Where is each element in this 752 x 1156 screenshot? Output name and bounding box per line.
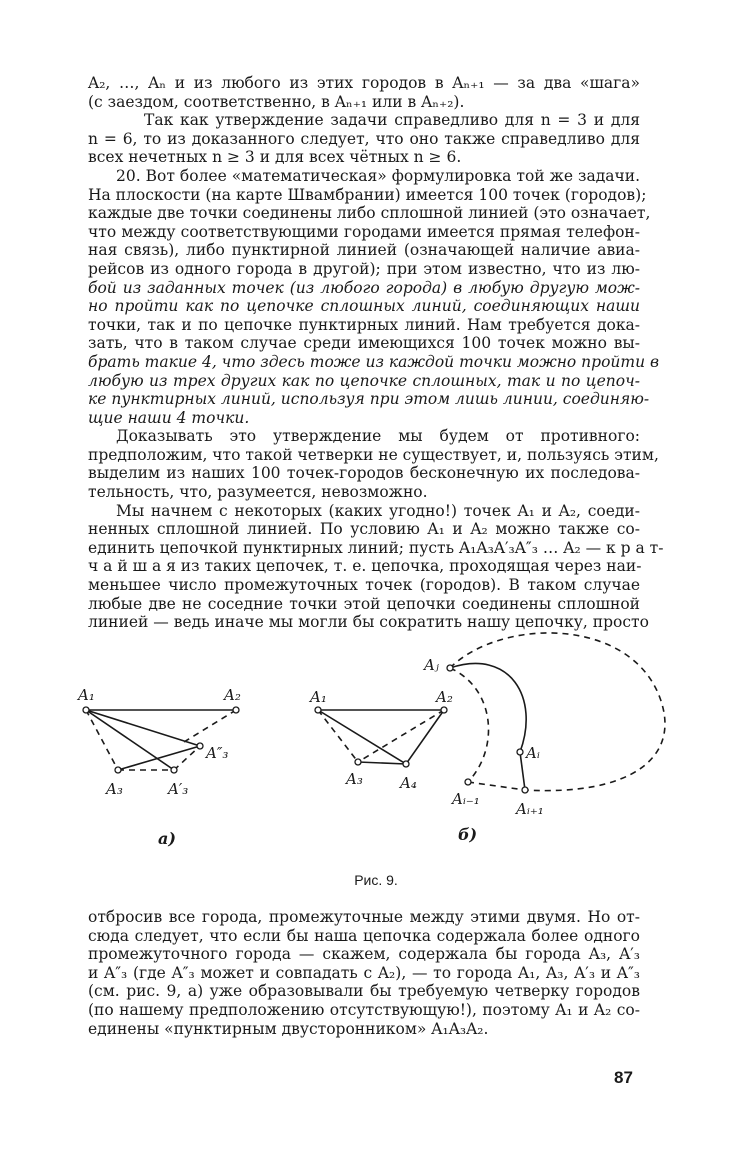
- solid-edge-b-a1-a4: [318, 710, 406, 764]
- text-line: ная связь), либо пунктирной линией (означающей наличие авиа-: [88, 241, 640, 260]
- top-text-block: [88, 74, 664, 632]
- label-a1: A₁: [78, 686, 95, 704]
- point-a2: [233, 707, 239, 713]
- text-line: линией — ведь иначе мы могли бы сократить нашу цепочку, просто: [88, 613, 649, 632]
- text-line: любую из трех других как по цепочке сплошных, так и по цепоч-: [88, 371, 640, 390]
- text-line: ч а й ш а я из таких цепочек, т. е. цепочка, проходящая через наи-: [88, 557, 642, 576]
- solid-arc-aj-ai: [450, 663, 526, 752]
- sublabel-b: б): [458, 825, 478, 844]
- point-b-a4: [403, 761, 409, 767]
- text-line: бой из заданных точек (из любого города) в любую другую мож-: [88, 278, 640, 297]
- text-line: любые две не соседние точки этой цепочки соединены сплошной: [88, 594, 640, 613]
- text-line: выделим из наших 100 точек-городов бесконечную их последова-: [88, 464, 640, 483]
- dashed-edge-b-a2-a3: [358, 710, 444, 762]
- dashed-edge-a2-a3pp: [184, 710, 236, 742]
- text-line: На плоскости (на карте Швамбрании) имеется 100 точек (городов);: [88, 185, 647, 204]
- bottom-text-block: [88, 908, 640, 1038]
- point-ai: [517, 749, 523, 755]
- dashed-arc-aj-aim1: [450, 668, 489, 782]
- text-line: меньшее число промежуточных точек (городов). В таком случае: [88, 576, 640, 595]
- sublabel-a: а): [158, 829, 176, 848]
- point-aj: [447, 665, 453, 671]
- page-number: 87: [614, 1068, 633, 1087]
- label-aj: Aⱼ: [424, 656, 439, 674]
- solid-edge-b-a3-a4: [358, 762, 406, 764]
- point-a3: [115, 767, 121, 773]
- point-a3p: [171, 767, 177, 773]
- point-a1: [83, 707, 89, 713]
- text-line: брать такие 4, что здесь тоже из каждой точки можно пройти в: [88, 352, 660, 371]
- point-aip1: [522, 787, 528, 793]
- solid-edge-ai-aip1: [520, 752, 525, 790]
- text-line: каждые две точки соединены либо сплошной линией (это означает,: [88, 204, 651, 223]
- text-line: единить цепочкой пунктирных линий; пусть A₁A₃A′₃A″₃ … A₂ — к р а т-: [88, 538, 664, 557]
- figure-9-diagrams: [70, 618, 690, 868]
- label-b-a2: A₂: [436, 688, 453, 706]
- text-line: промежуточного города — скажем, содержала бы города A₃, A′₃: [88, 945, 640, 964]
- text-line: зать, что в таком случае среди имеющихся 100 точек можно вы-: [88, 334, 640, 353]
- point-b-a1: [315, 707, 321, 713]
- label-b-a1: A₁: [310, 688, 327, 706]
- text-line: но пройти как по цепочке сплошных линий, соединяющих наши: [88, 297, 640, 316]
- text-line: что между соответствующими городами имеется прямая телефон-: [88, 222, 640, 241]
- text-line: (см. рис. 9, а) уже образовывали бы требуемую четверку городов: [88, 982, 640, 1001]
- problem-heading-line: 20. Вот более «математическая» формулировка той же задачи.: [116, 166, 640, 185]
- text-line: точки, так и по цепочке пунктирных линий. Нам требуется дока-: [88, 315, 640, 334]
- label-aim1: Aᵢ₋₁: [452, 790, 480, 808]
- label-a2: A₂: [224, 686, 241, 704]
- label-b-a3: A₃: [346, 770, 363, 788]
- text-line: щие наши 4 точки.: [88, 408, 250, 427]
- text-line: Так как утверждение задачи справедливо для n = 3 и для: [144, 111, 640, 130]
- text-line: тельность, что, разумеется, невозможно.: [88, 483, 428, 502]
- point-b-a2: [441, 707, 447, 713]
- solid-edge-b-a2-a4: [406, 710, 444, 764]
- text-line: и A″₃ (где A″₃ может и совпадать с A₂), — то города A₁, A₃, A′₃ и A″₃: [88, 963, 640, 982]
- text-line: рейсов из одного города в другой); при этом известно, что из лю-: [88, 259, 640, 278]
- label-a3: A₃: [106, 780, 123, 798]
- label-a3p: A′₃: [168, 780, 189, 798]
- text-line: единены «пунктирным двусторонником» A₁A₃A₂.: [88, 1019, 489, 1038]
- text-line: (с заездом, соответственно, в Aₙ₊₁ или в Aₙ₊₂).: [88, 92, 465, 111]
- dashed-edge-aim1-aip1: [468, 782, 525, 790]
- text-line: ненных сплошной линией. По условию A₁ и A₂ можно также со-: [88, 520, 640, 539]
- text-line: A₂, …, Aₙ и из любого из этих городов в Aₙ₊₁ — за два «шага»: [88, 74, 640, 92]
- text-line: ке пунктирных линий, используя при этом лишь линии, соединяю-: [88, 390, 650, 409]
- label-ai: Aᵢ: [526, 744, 540, 762]
- solid-edge-a1-a3p: [86, 710, 174, 770]
- text-line: n = 6, то из доказанного следует, что оно также справедливо для: [88, 129, 640, 148]
- label-b-a4: A₄: [400, 774, 417, 792]
- text-line: сюда следует, что если бы наша цепочка содержала более одного: [88, 926, 640, 945]
- text-line: Доказывать это утверждение мы будем от противного:: [116, 427, 640, 446]
- point-aim1: [465, 779, 471, 785]
- point-a3pp: [197, 743, 203, 749]
- figure-caption: Рис. 9.: [354, 872, 398, 888]
- dashed-edge-b-a1-a3: [318, 710, 358, 762]
- text-line: Мы начнем с некоторых (каких угодно!) точек A₁ и A₂, соеди-: [116, 501, 640, 520]
- text-line: всех нечетных n ≥ 3 и для всех чётных n ≥ 6.: [88, 148, 462, 167]
- point-b-a3: [355, 759, 361, 765]
- dashed-arc-outer: [450, 633, 665, 791]
- solid-edge-a3-a3pp: [118, 746, 200, 770]
- text-line: отбросив все города, промежуточные между этими двумя. Но от-: [88, 908, 640, 926]
- text-line: (по нашему предположению отсутствующую!), поэтому A₁ и A₂ со-: [88, 1000, 640, 1019]
- text-line: предположим, что такой четверки не существует, и, пользуясь этим,: [88, 445, 659, 464]
- diagram-b: [318, 633, 665, 791]
- label-a3pp: A″₃: [206, 744, 229, 762]
- label-aip1: Aᵢ₊₁: [516, 800, 544, 818]
